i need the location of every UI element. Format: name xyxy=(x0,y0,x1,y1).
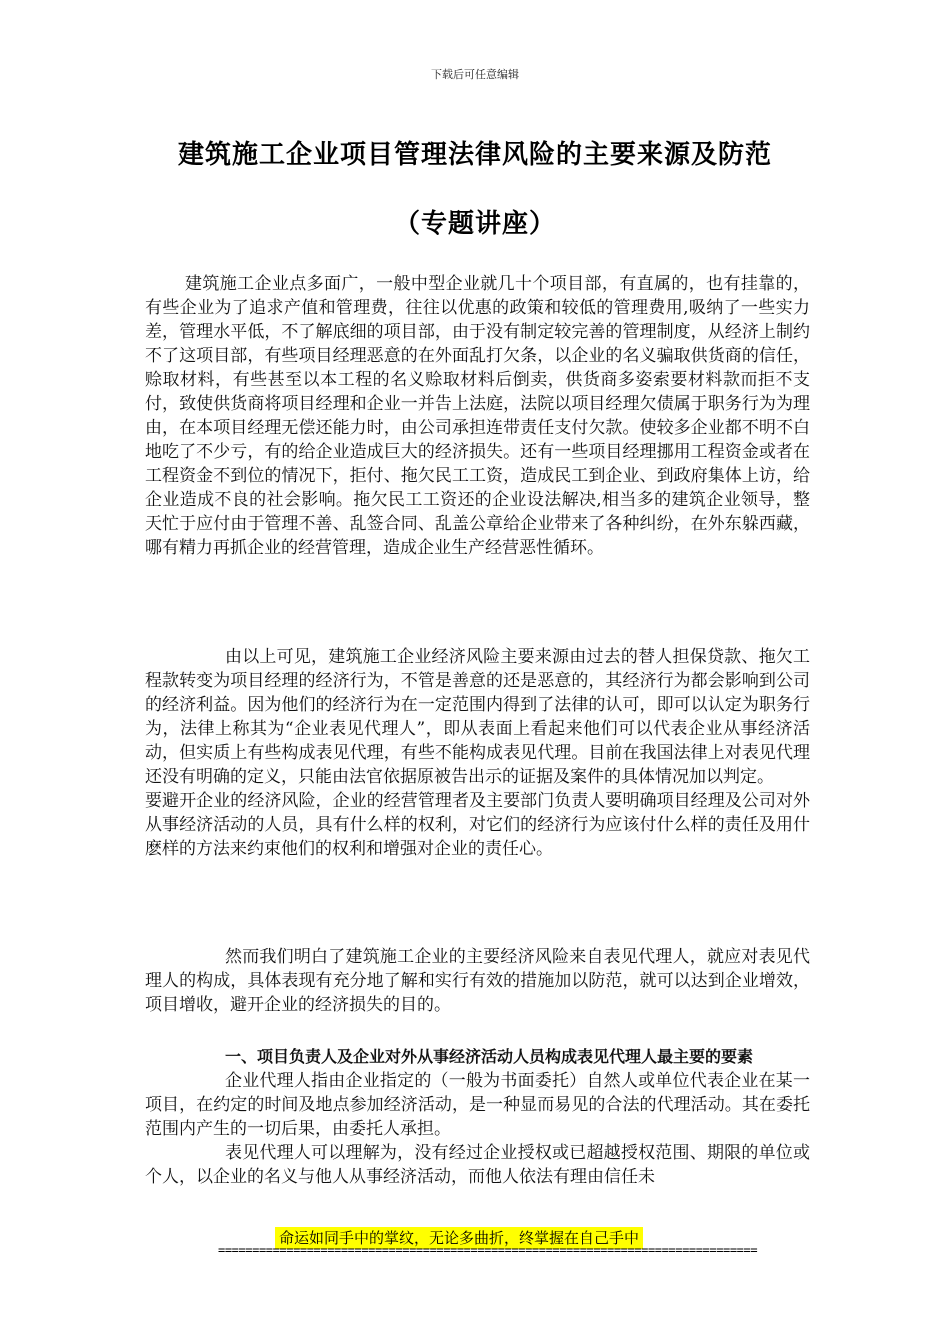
paragraph-4: 然而我们明白了建筑施工企业的主要经济风险来自表见代理人，就应对表见代理人的构成，具体表现有充分地了解和实行有效的措施加以防范，就可以达到企业增效，项目增收，避开企业的经济损失的目的。 xyxy=(145,947,810,1015)
header-note: 下载后可任意编辑 xyxy=(431,68,519,81)
paragraph-2: 由以上可见，建筑施工企业经济风险主要来源由过去的替人担保贷款、拖欠工程款转变为项目经理的经济行为，不管是善意的还是恶意的，其经济行为都会影响到公司的经济利益。因为他们的经济行为在一定范围内得到了法律的认可，即可以认定为职务行为，法律上称其为“企业表见代理人”，即从表面上看起来他们可以代表企业从事经济活动，但实质上有些构成表见代理，有些不能构成表见代理。目前在我国法律上对表见代理还没有明确的定义，只能由法官依据原被告出示的证据及案件的具体情况加以判定。 xyxy=(145,647,810,787)
paragraph-6: 表见代理人可以理解为，没有经过企业授权或已超越授权范围、期限的单位或个人，以企业的名义与他人从事经济活动，而他人依法有理由信任未 xyxy=(145,1143,810,1187)
paragraph-3: 要避开企业的经济风险，企业的经营管理者及主要部门负责人要明确项目经理及公司对外从事经济活动的人员，具有什么样的权利，对它们的经济行为应该付什么样的责任及用什麽样的方法来约束他们的权利和增强对企业的责任心。 xyxy=(145,791,810,859)
document-title: 建筑施工企业项目管理法律风险的主要来源及防范 xyxy=(177,140,772,170)
footer-motto: 命运如同手中的掌纹，无论多曲折，终掌握在自己手中 xyxy=(275,1227,643,1249)
paragraph-1-block xyxy=(145,272,810,560)
paragraph-4-block xyxy=(145,945,810,1017)
paragraph-5: 企业代理人指由企业指定的（一般为书面委托）自然人或单位代表企业在某一项目，在约定的时间及地点参加经济活动，是一种显而易见的合法的代理活动。其在委托范围内产生的一切后果，由委托人承担。 xyxy=(145,1071,810,1139)
footer-rule: =============================================================================== xyxy=(218,1243,758,1257)
section-1-block xyxy=(145,1045,810,1189)
section-heading-1: 一、项目负责人及企业对外从事经济活动人员构成表见代理人最主要的要素 xyxy=(225,1047,754,1066)
document-subtitle: （专题讲座） xyxy=(393,209,556,239)
paragraph-1: 建筑施工企业点多面广，一般中型企业就几十个项目部，有直属的，也有挂靠的，有些企业为了追求产值和管理费，往往以优惠的政策和较低的管理费用,吸纳了一些实力差，管理水平低，不了解底细的项目部，由于没有制定较完善的管理制度，从经济上制约不了这项目部，有些项目经理恶意的在外面乱打欠条，以企业的名义骗取供货商的信任，赊取材料，有些甚至以本工程的名义赊取材料后倒卖，供货商多姿索要材料款而拒不支付，致使供货商将项目经理和企业一并告上法庭，法院以项目经理欠债属于职务行为为理由，在本项目经理无偿还能力时，由公司承担连带责任支付欠款。使较多企业都不明不白地吃了不少亏，有的给企业造成巨大的经济损失。还有一些项目经理挪用工程资金或者在工程资金不到位的情况下，拒付、拖欠民工工资，造成民工到企业、到政府集体上访，给企业造成不良的社会影响。拖欠民工工资还的企业设法解决,相当多的建筑企业领导，整天忙于应付由于管理不善、乱签合同、乱盖公章给企业带来了各种纠纷，在外东躲西藏，哪有精力再抓企业的经营管理，造成企业生产经营恶性循环。 xyxy=(145,274,810,558)
paragraph-2-block xyxy=(145,645,810,861)
